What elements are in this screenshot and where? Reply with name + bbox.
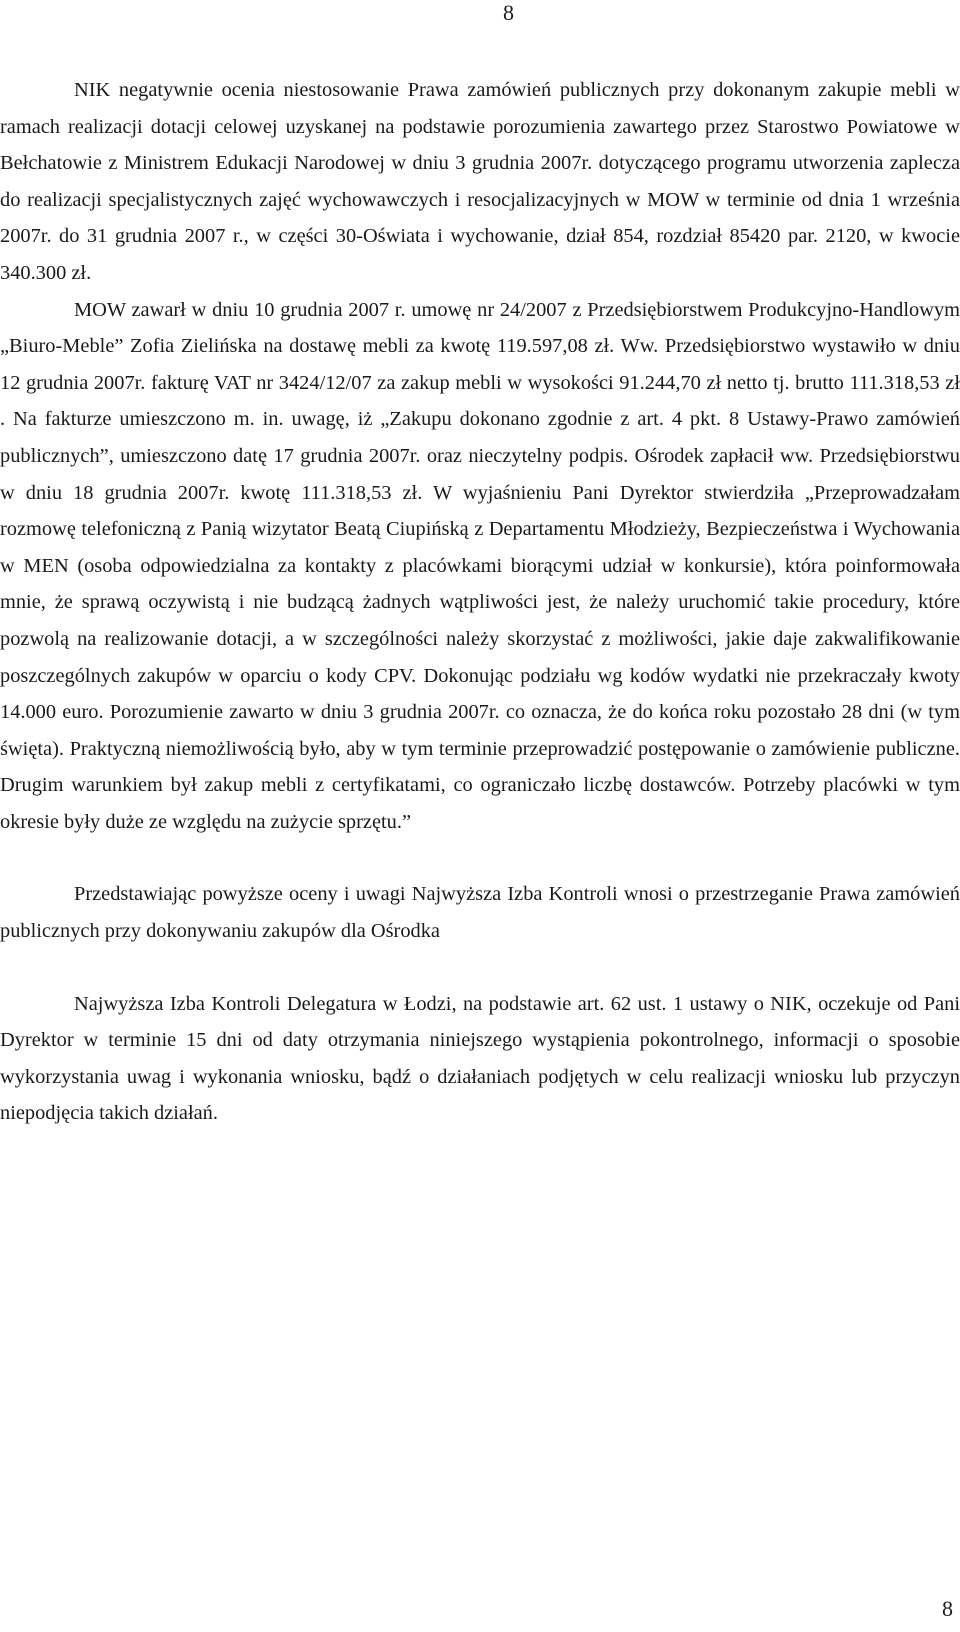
paragraph-nik-assessment: NIK negatywnie ocenia niestosowanie Prawa zamówień publicznych przy dokonanym zakupie mebli w ramach realizacji dotacji celowej uzyskanej na podstawie porozumienia zawartego przez Starostwo Powiatowe w Bełchatowie z Ministrem Edukacji Narodowej w dniu 3 grudnia 2007r. dotyczącego programu utworzenia zaplecza do realizacji specjalistycznych zajęć wychowawczych i resocjalizacyjnych w MOW w terminie od dnia 1 września 2007r. do 31 grudnia 2007 r., w części 30-Oświata i wychowanie, dział 854, rozdział 85420 par. 2120, w kwocie 340.300 zł. (0, 79, 960, 284)
page-number-top: 8 (503, 0, 514, 25)
document-body (0, 72, 960, 1132)
paragraph-conclusions: Przedstawiając powyższe oceny i uwagi Najwyższa Izba Kontroli wnosi o przestrzeganie Prawa zamówień publicznych przy dokonywaniu zakupów dla Ośrodka (0, 883, 960, 943)
page-number-bottom: 8 (942, 1596, 953, 1621)
paragraph-request: Najwyższa Izba Kontroli Delegatura w Łodzi, na podstawie art. 62 ust. 1 ustawy o NIK, oczekuje od Pani Dyrektor w terminie 15 dni od daty otrzymania niniejszego wystąpienia pokontrolnego, informacji o sposobie wykorzystania uwag i wykonania wniosku, bądź o działaniach podjętych w celu realizacji wniosku lub przyczyn niepodjęcia takich działań. (0, 992, 960, 1125)
paragraph-mow-contract: MOW zawarł w dniu 10 grudnia 2007 r. umowę nr 24/2007 z Przedsiębiorstwem Produkcyjno-Handlowym „Biuro-Meble” Zofia Zielińska na dostawę mebli za kwotę 119.597,08 zł. Ww. Przedsiębiorstwo wystawiło w dniu 12 grudnia 2007r. fakturę VAT nr 3424/12/07 za zakup mebli w wysokości 91.244,70 zł netto tj. brutto 111.318,53 zł . Na fakturze umieszczono m. in. uwagę, iż „Zakupu dokonano zgodnie z art. 4 pkt. 8 Ustawy-Prawo zamówień publicznych”, umieszczono datę 17 grudnia 2007r. oraz nieczytelny podpis. Ośrodek zapłacił ww. Przedsiębiorstwu w dniu 18 grudnia 2007r. kwotę 111.318,53 zł. W wyjaśnieniu Pani Dyrektor stwierdziła „Przeprowadzałam rozmowę telefoniczną z Panią wizytator Beatą Ciupińską z Departamentu Młodzieży, Bezpieczeństwa i Wychowania w MEN (osoba odpowiedzialna za kontakty z placówkami biorącymi udział w konkursie), która poinformowała mnie, że sprawą oczywistą i nie budzącą żadnych wątpliwości jest, że należy uruchomić takie procedury, które pozwolą na realizowanie dotacji, a w szczególności należy skorzystać z możliwości, jakie daje zakwalifikowanie poszczególnych zakupów w oparciu o kody CPV. Dokonując podziału wg kodów wydatki nie przekraczały kwoty 14.000 euro. Porozumienie zawarto w dniu 3 grudnia 2007r. co oznacza, że do końca roku pozostało 28 dni (w tym święta). Praktyczną niemożliwością było, aby w tym terminie przeprowadzić postępowanie o zamówienie publiczne. Drugim warunkiem był zakup mebli z certyfikatami, co ograniczało liczbę dostawców. Potrzeby placówki w tym okresie były duże ze względu na zużycie sprzętu.” (0, 298, 960, 833)
